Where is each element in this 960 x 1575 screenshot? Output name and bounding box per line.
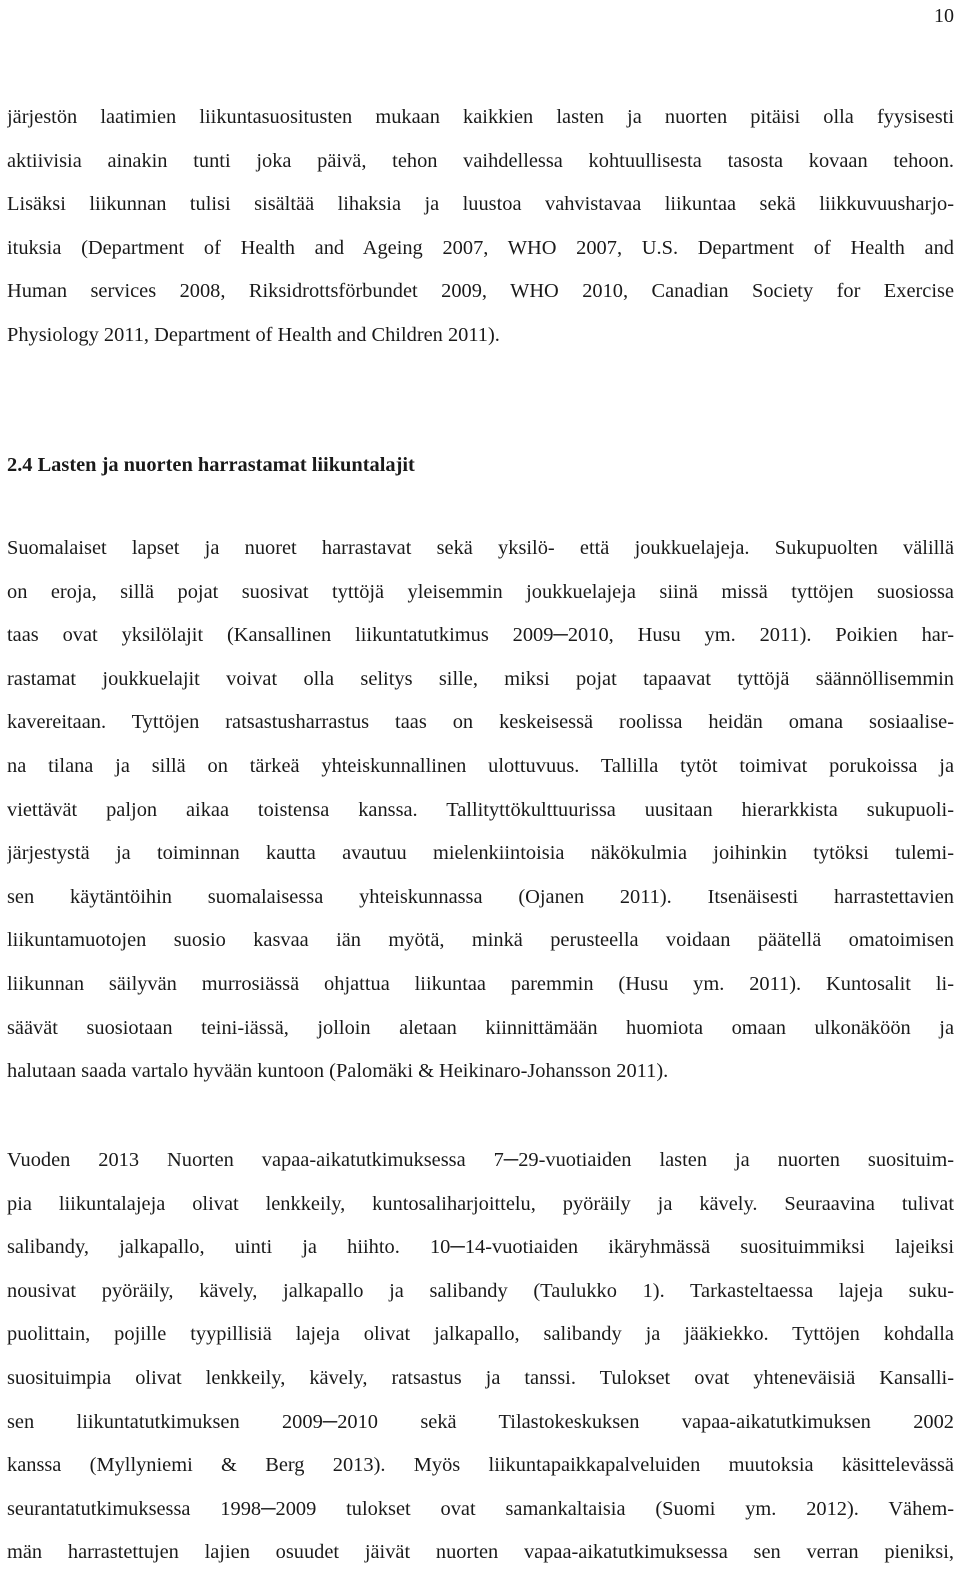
text-line: pia liikuntalajeja olivat lenkkeily, kuntosaliharjoittelu, pyöräily ja kävely. Seuraavina tulivat	[7, 1192, 954, 1215]
text-line: salibandy, jalkapallo, uinti ja hiihto. 10─14-vuotiaiden ikäryhmässä suosituimmiksi lajeiksi	[7, 1236, 954, 1259]
text-line: on eroja, sillä pojat suosivat tyttöjä yleisemmin joukkuelajeja siinä missä tyttöjen suosiossa	[7, 580, 954, 603]
page-number: 10	[934, 5, 954, 27]
text-line: nousivat pyöräily, kävely, jalkapallo ja salibandy (Taulukko 1). Tarkasteltaessa lajeja suku-	[7, 1279, 954, 1302]
text-line: Lisäksi liikunnan tulisi sisältää lihaksia ja luustoa vahvistavaa liikuntaa sekä liikkuvuusharjo-	[7, 193, 954, 216]
text-line: rastamat joukkuelajit voivat olla selitys sille, miksi pojat tapaavat tyttöjä säännöllisemmin	[7, 667, 954, 690]
text-line: Suomalaiset lapset ja nuoret harrastavat sekä yksilö- että joukkuelajeja. Sukupuolten välillä	[7, 537, 954, 559]
text-line: järjestystä ja toiminnan kautta avautuu mielenkiintoisia näkökulmia joihinkin tytöksi tulemi-	[7, 842, 954, 865]
text-line: sen liikuntatutkimuksen 2009─2010 sekä Tilastokeskuksen vapaa-aikatutkimuksen 2002	[7, 1410, 954, 1433]
paragraph-recommendations	[7, 96, 954, 358]
paragraph-hobbies	[7, 527, 954, 1094]
text-line: Physiology 2011, Department of Health and Children 2011).	[7, 323, 500, 346]
text-line: viettävät paljon aikaa toistensa kanssa. Tallityttökulttuurissa uusitaan hierarkkista sukupuoli-	[7, 798, 954, 821]
text-line: kavereitaan. Tyttöjen ratsastusharrastus taas on keskeisessä roolissa heidän omana sosiaalise-	[7, 711, 954, 734]
text-line: kanssa (Myllyniemi & Berg 2013). Myös liikuntapaikkapalveluiden muutoksia käsittelevässä	[7, 1454, 954, 1477]
text-line: liikuntamuotojen suosio kasvaa iän myötä, minkä perusteella voidaan päätellä omatoimisen	[7, 929, 954, 952]
text-line: na tilana ja sillä on tärkeä yhteiskunnallinen ulottuvuus. Tallilla tytöt toimivat porukoissa ja	[7, 754, 954, 777]
text-line: Vuoden 2013 Nuorten vapaa-aikatutkimuksessa 7─29-vuotiaiden lasten ja nuorten suosituim-	[7, 1149, 954, 1171]
paragraph-survey	[7, 1139, 954, 1575]
section-heading: 2.4 Lasten ja nuorten harrastamat liikuntalajit	[7, 454, 415, 476]
text-line: aktiivisia ainakin tunti joka päivä, tehon vaihdellessa kohtuullisesta tasosta kovaan tehoon.	[7, 149, 954, 172]
text-line: puolittain, pojille tyypillisiä lajeja olivat jalkapallo, salibandy ja jääkiekko. Tyttöjen kohdalla	[7, 1323, 954, 1346]
text-line: suosituimpia olivat lenkkeily, kävely, ratsastus ja tanssi. Tulokset ovat yhteneväisiä Kansalli-	[7, 1366, 954, 1389]
text-line: järjestön laatimien liikuntasuositusten mukaan kaikkien lasten ja nuorten pitäisi olla fyysisesti	[7, 106, 954, 128]
text-line: halutaan saada vartalo hyvään kuntoon (Palomäki & Heikinaro-Johansson 2011).	[7, 1060, 669, 1083]
text-line: liikunnan säilyvän murrosiässä ohjattua liikuntaa paremmin (Husu ym. 2011). Kuntosalit li-	[7, 972, 954, 995]
text-line: seurantatutkimuksessa 1998─2009 tulokset ovat samankaltaisia (Suomi ym. 2012). Vähem-	[7, 1497, 954, 1520]
text-line: taas ovat yksilölajit (Kansallinen liikuntatutkimus 2009─2010, Husu ym. 2011). Poikien har-	[7, 624, 954, 647]
text-line: män harrastettujen lajien osuudet jäivät nuorten vapaa-aikatutkimuksessa sen verran pieniksi,	[7, 1541, 954, 1564]
text-line: ituksia (Department of Health and Ageing 2007, WHO 2007, U.S. Department of Health and	[7, 236, 954, 259]
text-line: Human services 2008, Riksidrottsförbundet 2009, WHO 2010, Canadian Society for Exercise	[7, 280, 954, 303]
text-line: säävät suosiotaan teini-iässä, jolloin aletaan kiinnittämään huomiota omaan ulkonäköön ja	[7, 1016, 954, 1039]
text-line: sen käytäntöihin suomalaisessa yhteiskunnassa (Ojanen 2011). Itsenäisesti harrastettavien	[7, 885, 954, 908]
